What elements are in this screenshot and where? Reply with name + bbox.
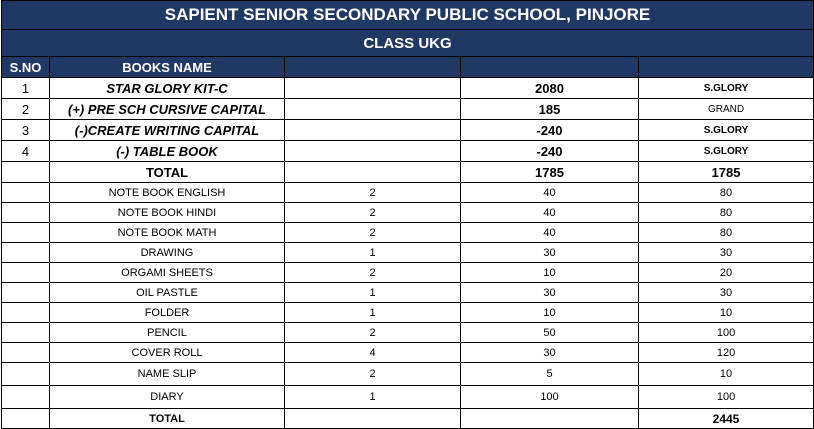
- item-rate: 40: [461, 223, 639, 243]
- book-amount: -240: [461, 120, 639, 141]
- stationery-total-label: TOTAL: [50, 409, 285, 429]
- empty-cell: [2, 263, 50, 283]
- stationery-row: [2, 203, 814, 223]
- stationery-total-amount: 2445: [639, 409, 814, 429]
- item-rate: 50: [461, 323, 639, 343]
- book-sno: 4: [2, 141, 50, 162]
- empty-cell: [2, 363, 50, 386]
- empty-header-cell: [461, 57, 639, 78]
- empty-cell: [285, 99, 461, 120]
- stationery-row: [2, 243, 814, 263]
- book-row: [2, 141, 814, 162]
- item-amount: 120: [639, 343, 814, 363]
- empty-cell: [2, 386, 50, 409]
- stationery-row: [2, 323, 814, 343]
- stationery-row: [2, 183, 814, 203]
- book-name: (+) PRE SCH CURSIVE CAPITAL: [50, 99, 285, 120]
- item-qty: 2: [285, 183, 461, 203]
- empty-header-cell: [639, 57, 814, 78]
- item-rate: 40: [461, 203, 639, 223]
- item-qty: 1: [285, 303, 461, 323]
- book-sno: 3: [2, 120, 50, 141]
- item-qty: 1: [285, 283, 461, 303]
- stationery-row: [2, 303, 814, 323]
- item-amount: 10: [639, 303, 814, 323]
- item-amount: 80: [639, 223, 814, 243]
- item-amount: 80: [639, 203, 814, 223]
- item-name: PENCIL: [50, 323, 285, 343]
- stationery-row: [2, 263, 814, 283]
- stationery-row: [2, 283, 814, 303]
- stationery-total-row: [2, 409, 814, 429]
- empty-cell: [2, 409, 50, 429]
- item-qty: 2: [285, 203, 461, 223]
- item-name: NOTE BOOK MATH: [50, 223, 285, 243]
- book-row: [2, 78, 814, 99]
- empty-cell: [2, 223, 50, 243]
- item-qty: 4: [285, 343, 461, 363]
- item-name: DIARY: [50, 386, 285, 409]
- book-row: [2, 99, 814, 120]
- book-publisher: S.GLORY: [639, 120, 814, 141]
- item-amount: 30: [639, 243, 814, 263]
- stationery-row: [2, 223, 814, 243]
- item-rate: 40: [461, 183, 639, 203]
- item-rate: 30: [461, 243, 639, 263]
- item-qty: 1: [285, 243, 461, 263]
- item-rate: 10: [461, 303, 639, 323]
- book-sno: 1: [2, 78, 50, 99]
- stationery-row: [2, 363, 814, 386]
- book-publisher: S.GLORY: [639, 141, 814, 162]
- empty-cell: [2, 283, 50, 303]
- class-name: CLASS UKG: [2, 30, 814, 57]
- book-amount: -240: [461, 141, 639, 162]
- book-publisher: GRAND: [639, 99, 814, 120]
- item-qty: 2: [285, 363, 461, 386]
- item-rate: 100: [461, 386, 639, 409]
- stationery-row: [2, 386, 814, 409]
- books-total-label: TOTAL: [50, 162, 285, 183]
- school-name: SAPIENT SENIOR SECONDARY PUBLIC SCHOOL, PINJORE: [2, 1, 814, 30]
- item-name: COVER ROLL: [50, 343, 285, 363]
- book-amount: 185: [461, 99, 639, 120]
- book-publisher: S.GLORY: [639, 78, 814, 99]
- stationery-row: [2, 343, 814, 363]
- item-qty: 2: [285, 223, 461, 243]
- book-sno: 2: [2, 99, 50, 120]
- empty-cell: [2, 162, 50, 183]
- title-row: [2, 1, 814, 30]
- empty-cell: [2, 303, 50, 323]
- item-name: OIL PASTLE: [50, 283, 285, 303]
- item-name: NOTE BOOK ENGLISH: [50, 183, 285, 203]
- item-name: NOTE BOOK HINDI: [50, 203, 285, 223]
- class-row: [2, 30, 814, 57]
- item-qty: 2: [285, 263, 461, 283]
- empty-cell: [285, 120, 461, 141]
- item-amount: 30: [639, 283, 814, 303]
- item-rate: 10: [461, 263, 639, 283]
- empty-cell: [285, 141, 461, 162]
- books-total-row: [2, 162, 814, 183]
- item-rate: 30: [461, 283, 639, 303]
- empty-cell: [461, 409, 639, 429]
- item-name: NAME SLIP: [50, 363, 285, 386]
- sno-header: S.NO: [2, 57, 50, 78]
- book-amount: 2080: [461, 78, 639, 99]
- item-amount: 100: [639, 386, 814, 409]
- item-amount: 100: [639, 323, 814, 343]
- item-name: DRAWING: [50, 243, 285, 263]
- books-total-amount: 1785: [461, 162, 639, 183]
- item-amount: 10: [639, 363, 814, 386]
- item-amount: 20: [639, 263, 814, 283]
- item-amount: 80: [639, 183, 814, 203]
- book-name: (-) TABLE BOOK: [50, 141, 285, 162]
- item-qty: 1: [285, 386, 461, 409]
- item-rate: 30: [461, 343, 639, 363]
- books-total-value: 1785: [639, 162, 814, 183]
- item-name: FOLDER: [50, 303, 285, 323]
- empty-cell: [2, 243, 50, 263]
- item-name: ORGAMI SHEETS: [50, 263, 285, 283]
- book-name: (-)CREATE WRITING CAPITAL: [50, 120, 285, 141]
- books-name-header: BOOKS NAME: [50, 57, 285, 78]
- book-name: STAR GLORY KIT-C: [50, 78, 285, 99]
- book-list-sheet: [1, 0, 814, 429]
- empty-cell: [2, 323, 50, 343]
- empty-cell: [285, 409, 461, 429]
- column-header-row: [2, 57, 814, 78]
- empty-cell: [2, 343, 50, 363]
- book-row: [2, 120, 814, 141]
- empty-cell: [2, 203, 50, 223]
- item-rate: 5: [461, 363, 639, 386]
- item-qty: 2: [285, 323, 461, 343]
- empty-cell: [285, 162, 461, 183]
- empty-cell: [285, 78, 461, 99]
- empty-header-cell: [285, 57, 461, 78]
- empty-cell: [2, 183, 50, 203]
